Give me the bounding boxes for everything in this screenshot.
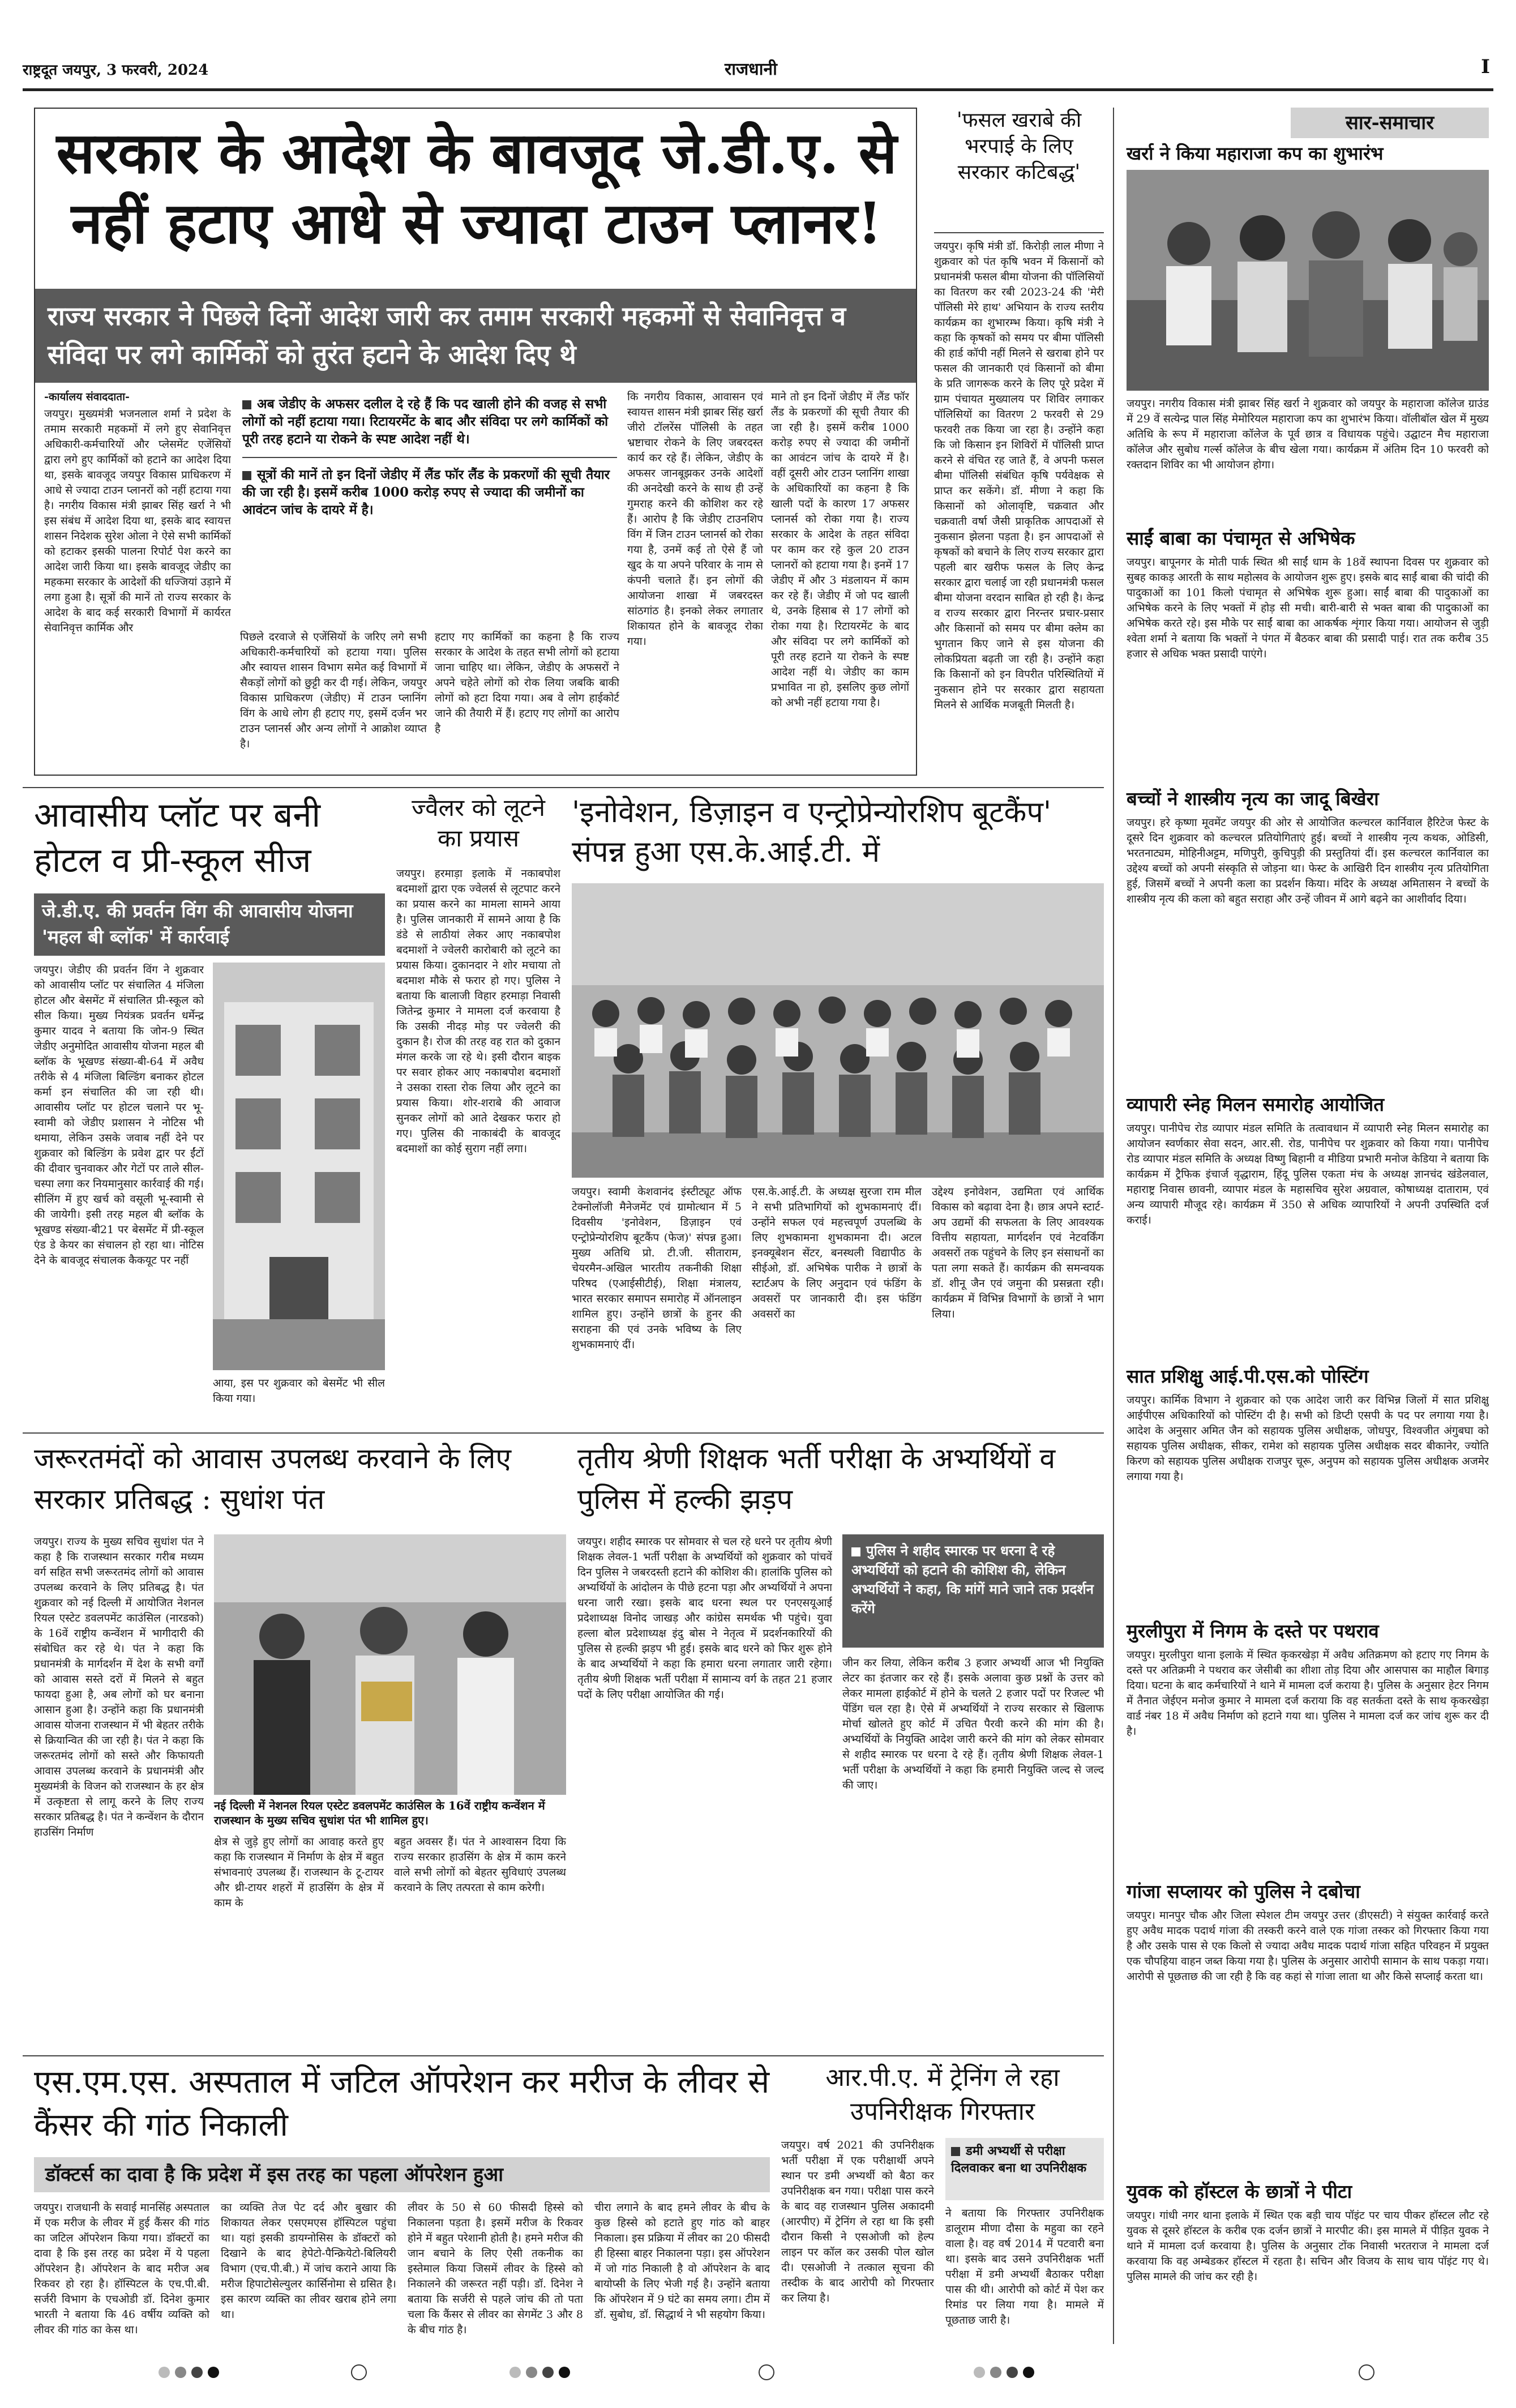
teachers-highlight-text: पुलिस ने शहीद स्मारक पर धरना दे रहे अभ्यर्थियों को हटाने की कोशिश की, लेकिन अभ्यर्थियों ने कहा, कि मांगें माने जाने तक प्रदर्शन करेंगे bbox=[851, 1542, 1094, 1616]
group-photo-icon bbox=[572, 883, 1104, 1178]
teachers-headline: तृतीय श्रेणी शिक्षक भर्ती परीक्षा के अभ्यर्थियों व पुलिस में हल्की झड़प bbox=[577, 1442, 1056, 1516]
building-photo-icon bbox=[213, 963, 385, 1370]
lead-column-3: हटाए गए कार्मिकों का कहना है कि राज्य सरकार के आदेश के तहत सभी लोगों को हटाया जाना चाहिए था। लेकिन, जेडीए के अफसरों ने अपने चहेते लोगों को रोक लिया जबकि बाकी लोगों को हटा दिया गया। अब वे लोग हाईकोर्ट जाने की तैयारी में हैं। हटाए गए लोगों का आरोप है bbox=[435, 631, 619, 735]
housing-column-3: बहुत अवसर हैं। पंत ने आश्वासन दिया कि राज्य सरकार हाउसिंग के क्षेत्र में काम करने वाले सभी लोगों को बेहतर सुविधाएं उपलब्ध करवाने के लिए तत्परता से काम करेगी। bbox=[394, 1836, 566, 1894]
hostel-body: जयपुर। गांधी नगर थाना इलाके में स्थित एक बड़ी चाय पॉइंट पर चाय पीकर हॉस्टल लौट रहे युवक से दूसरे हॉस्टल के करीब एक दर्जन छात्रों ने मारपीट की। इस मामले में पीड़ित युवक ने थाने में मामला दर्ज करवाया है। पुलिस के अनुसार टोंक निवासी भरतराज ने मामला दर्ज करवाया कि वह अम्बेडकर हॉस्टल में रहता है। सचिन और विजय के साथ चाय पॉइंट गए थे। पुलिस मामले की जांच कर रही है। bbox=[1127, 2209, 1489, 2283]
kabaddi-photo bbox=[1127, 170, 1489, 391]
registration-dot-icon bbox=[208, 2367, 219, 2378]
rpa-column-2: ने बताया कि गिरफ्तार उपनिरीक्षक डालूराम मीणा दौसा के महुवा का रहने वाला है। वह वर्ष 2014 में पटवारी बना था। इसके बाद उसने उपनिरीक्षक भर्ती परीक्षा में डमी अभ्यर्थी बैठाकर परीक्षा पास की थी। आरोपी को कोर्ट में पेश कर रिमांड पर लिया गया है। मामले में पूछताछ जारी है। bbox=[945, 2207, 1104, 2326]
rpa-headline: आर.पी.ए. में ट्रेनिंग ले रहा उपनिरीक्षक गिरफ्तार bbox=[825, 2063, 1060, 2126]
lead-byline: -कार्यालय संवाददाता- bbox=[44, 391, 130, 403]
registration-marks-center bbox=[509, 2367, 575, 2380]
registration-dot-icon bbox=[542, 2367, 554, 2378]
plots-body: जयपुर। जेडीए की प्रवर्तन विंग ने शुक्रवार को आवासीय प्लॉट पर संचालित 4 मंजिला होटल और बेसमेंट में संचालित प्री-स्कूल को सील किया। मुख्य नियंत्रक प्रवर्तन धर्मेन्द्र कुमार यादव ने बताया कि जोन-9 स्थित जेडीए अनुमोदित आवासीय योजना महल बी ब्लॉक के भूखण्ड संख्या-बी-64 में अवैध तरीके से 4 मंजिला बिल्डिंग बनाकर होटल कर्मा इन संचालित की जा रही थी। आवासीय प्लॉट पर होटल चलाने पर भू-स्वामी को जेडीए प्रशासन ने नोटिस भी थमाया, लेकिन उसके जवाब नहीं देने पर शुक्रवार को बिल्डिंग के प्रवेश द्वार पर ईंटों की दीवार चुनवाकर और गेटों पर ताले सील-चस्पा लगा कर नियमानुसार कार्रवाई की गई। सीलिंग में हुए खर्च को वसूली भू-स्वामी से की जायेगी। इसी तरह महल बी ब्लॉक के भूखण्ड संख्या-बी21 पर बेसमेंट में प्री-स्कूल एंड डे केयर का संचालन हो रहा था। नोटिस देने के बावजूद संचालक कैकयूट पर नहीं bbox=[34, 964, 204, 1267]
column-divider bbox=[1113, 108, 1114, 2344]
award-photo-icon bbox=[214, 1534, 566, 1795]
sms-column-4: चीरा लगाने के बाद हमने लीवर के बीच के कुछ हिस्से को हटाते हुए गांठ को बाहर निकाला। इस प्रक्रिया में लीवर का 20 फीसदी ही हिस्सा बाहर निकालना पड़ा। इस ऑपरेशन में जो गांठ निकाली है वो ऑपरेशन के बाद बायोप्सी के लिए भेजी गई है। उन्होंने बताया कि ऑपरेशन में 9 घंटे का समय लगा। टीम में डॉ. सुबोध, डॉ. सिद्धार्थ ने भी सहयोग किया। bbox=[594, 2201, 770, 2321]
farm-headline: 'फसल खराबे की भरपाई के लिए सरकार कटिबद्ध' bbox=[956, 109, 1082, 184]
plots-story bbox=[34, 793, 385, 1427]
lead-story bbox=[34, 108, 917, 776]
registration-dot-icon bbox=[526, 2367, 537, 2378]
lead-column-4: कि नगरीय विकास, आवासन एवं स्वायत्त शासन मंत्री झाबर सिंह खर्रा जीरो टॉलरेंस पॉलिसी के तहत भ्रष्टाचार रोकने के लिए जबरदस्त कार्य कर रहे हैं। लेकिन, जेडीए के अफसर जानबूझकर उनके आदेशों की अनदेखी करने के साथ ही उन्हें गुमराह करने की कोशिश कर रहे हैं। आरोप है कि जेडीए टाउनशिप विंग में जिन टाउन प्लानर्स को रोका गया है, उनमें कई तो ऐसे हैं जो खुद के या अपने परिवार के नाम से कंपनी चलाते हैं। इन लोगों की आयोजना शाखा में जबरदस्त सांठगांठ है। इनको लेकर लगातार शिकायत होने के बावजूद रोका गया। bbox=[627, 391, 763, 648]
lead-column-1: जयपुर। मुख्यमंत्री भजनलाल शर्मा ने प्रदेश के तमाम सरकारी महकमों में लगे हुए सेवानिवृत्त अधिकारी-कर्मचारियों और प्लेसमेंट एजेंसियों द्वारा लगे हुए कार्मिकों को हटाने का आदेश दिया था, इसके बावजूद जयपुर विकास प्राधिकरण में आधे से ज्यादा टाउन प्लानरों को नहीं हटाया गया है। नगरीय विकास मंत्री झाबर सिंह खर्रा ने भी इस संबंध में आदेश दिया था, इसके बाद स्वायत्त शासन निदेशक सुरेश ओला ने ऐसे सभी कार्मिकों को हटाकर इसकी पालना रिपोर्ट पेश करने का आदेश जारी किया था। इसके बावजूद जेडीए का महकमा सरकार के आदेशों की धज्जियां उड़ाने में लगा हुआ है। सूत्रों की मानें तो राज्य सरकार के आदेश के बाद कई सरकारी विभागों में कार्यरत सेवानिवृत्त कार्मिक और bbox=[44, 408, 231, 634]
sms-headline: एस.एम.एस. अस्पताल में जटिल ऑपरेशन कर मरीज के लीवर से कैंसर की गांठ निकाली bbox=[34, 2064, 770, 2144]
murlipura-headline: मुरलीपुरा में निगम के दस्ते पर पथराव bbox=[1127, 1620, 1379, 1642]
bullet-square-icon bbox=[951, 2147, 960, 2156]
ips-body: जयपुर। कार्मिक विभाग ने शुक्रवार को एक आदेश जारी कर विभिन्न जिलों में सात प्रशिक्षु आईपीएस अधिकारियों को पोस्टिंग दी है। सभी को डिप्टी एसपी के पद पर लगाया गया है। आदेश के अनुसार अमित जैन को सहायक पुलिस अधीक्षक, जोधपुर, विश्वजीत अंगुबघा को सहायक पुलिस अधीक्षक, सीकर, रामेश को सहायक पुलिस अधीक्षक सदर बीकानेर, ज्योति किरण को सहायक पुलिस अधीक्षक राजपुर चूरू, अनुपम को सहायक पुलिस अधीक्षक अजमेर लगाया गया है। bbox=[1127, 1394, 1489, 1483]
saibaba-headline: साईं बाबा का पंचामृत से अभिषेक bbox=[1127, 527, 1355, 549]
plots-subhead: जे.डी.ए. की प्रवर्तन विंग की आवासीय योजना 'महल बी ब्लॉक' में कार्रवाई bbox=[34, 893, 385, 956]
farm-body: जयपुर। कृषि मंत्री डॉ. किरोड़ी लाल मीणा ने शुक्रवार को पंत कृषि भवन में किसानों को प्रधानमंत्री फसल बीमा योजना की पॉलिसियों का वितरण कर रबी 2023-24 की 'मेरी पॉलिसी मेरे हाथ' अभियान के राज्य स्तरीय कार्यक्रम का शुभारम्भ किया। कृषि मंत्री ने कहा कि कृषकों को समय पर बीमा पॉलिसी की हार्ड कॉपी नहीं मिलने से खराबा होने पर फसल की जानकारी एवं किसानों को बीमा के प्रति जागरूक करने के लिए पूरे प्रदेश में ग्राम पंचायत मुख्यालय पर शिविर लगाकर पॉलिसियों का वितरण 2 फरवरी से 29 फरवरी तक किया जा रहा है। उन्होंने कहा कि जो किसान इन शिविरों में पॉलिसी प्राप्त करने से वंचित रह जाते हैं, वे अपनी फसल बीमा पॉलिसी संबंधित कृषि पर्यवेक्षक से प्राप्त कर सकेंगे। डॉ. मीणा ने कहा कि किसानों को ओलावृष्टि, चक्रवात और चक्रवाती वर्षा जैसी प्राकृतिक आपदाओं से नुकसान झेलना पड़ता है। इन आपदाओं से कृषकों को बचाने के लिए राज्य सरकार द्वारा पहली बार खरीफ फसल के लिए केन्द्र सरकार द्वारा चलाई जा रही प्रधानमंत्री फसल बीमा योजना वरदान साबित हो रही है। केन्द्र व राज्य सरकार द्वारा निरन्तर प्रचार-प्रसार और किसानों को समय पर बीमा क्लेम का भुगतान किए जाने से इस योजना की लोकप्रियता बढ़ती जा रही है। उन्होंने कहा कि किसानों को इन विपरीत परिस्थितियों में नुकसान होने पर सरकार द्वारा सहायता मिलने से आर्थिक मजबूती मिलती है। bbox=[934, 240, 1104, 711]
masthead-rule bbox=[23, 88, 1493, 91]
section-divider bbox=[23, 2055, 1104, 2056]
masthead-section: राजधानी bbox=[725, 59, 777, 79]
murlipura-body: जयपुर। मुरलीपुरा थाना इलाके में स्थित कृकरखेड़ा में अवैध अतिक्रमण को हटाए गए निगम के दस्ते पर अतिक्रमी ने पथराव कर जेसीबी का शीशा तोड़ दिया और आसपास का माहौल बिगाड़ दिया। घटना के बाद कर्मचारियों ने थाने में मामला दर्ज कराया है। पुलिस के अनुसार हेटर निगम में तैनात जेईएन मनोज कुमार ने मामला दर्ज कराया कि वह सतर्कता दस्ते के साथ कृकरखेड़ा वार्ड नंबर 18 में अवैध निर्माण को हटाने गया था। पुलिस ने मामला दर्ज कर जांच शुरू कर दी है। bbox=[1127, 1649, 1489, 1738]
plots-building-photo bbox=[213, 963, 385, 1370]
saibaba-body: जयपुर। बापूनगर के मोती पार्क स्थित श्री साईं धाम के 18वें स्थापना दिवस पर शुक्रवार को सुबह काकड़ आरती के साथ महोत्सव के आयोजन शुरू हुए। इसके बाद साईं बाबा की चांदी की पादुकाओं का 101 किलो पंचामृत से अभिषेक शुरू हुआ। साईं बाबा की पादुकाओं का अभिषेक करने के लिए भक्तों में होड़ सी मची। बारी-बारी से भक्त बाबा की पादुकाओं का अभिषेक करते रहे। इस मौके पर साईं बाबा का आकर्षक शृंगार किया गया। आयोजन से जुड़ी श्वेता शर्मा ने बताया कि भक्तों ने पंगत में बैठकर बाबा की प्रसादी पाई। रात तक करीब 35 हजार से अधिक भक्त प्रसादी पाएंगे। bbox=[1127, 556, 1489, 660]
registration-marks-right bbox=[974, 2367, 1039, 2380]
registration-dot-icon bbox=[559, 2367, 570, 2378]
registration-dot-icon bbox=[191, 2367, 203, 2378]
teachers-column-1: जयपुर। शहीद स्मारक पर सोमवार से चल रहे धरने पर तृतीय श्रेणी शिक्षक लेवल-1 भर्ती परीक्षा के अभ्यर्थियों को शुक्रवार को पांचवें दिन पुलिस ने जबरदस्ती हटाने की कोशिश की। हालांकि पुलिस को अभ्यर्थियों के आंदोलन के पीछे हटना पड़ा और अभ्यर्थियों ने अपना धरना जारी रखा। इसके बाद धरना स्थल पर एनएसयूआई प्रदेशाध्यक्ष विनोद जाखड़ और कांग्रेस समर्थक भी पहुंचे। युवा हल्ला बोल प्रदेशाध्यक्ष इंदु बोस ने नेतृत्व में प्रदर्शनकारियों की पुलिस से हल्की झड़प भी हुई। इसके बाद धरने को फिर शुरू होने के बाद अभ्यर्थियों ने कहा कि हमारा धरना लगातार जारी रहेगा। तृतीय श्रेणी शिक्षक भर्ती परीक्षा में सामान्य वर्ग के तहत 21 हजार पदों के लिए परीक्षा आयोजित की गई। bbox=[577, 1536, 832, 1701]
rpa-highlight bbox=[945, 2138, 1104, 2200]
masthead bbox=[23, 55, 1493, 88]
lead-highlight-2-text: सूत्रों की मानें तो इन दिनों जेडीए में लैंड फॉर लैंड के प्रकरणों की सूची तैयार की जा रही है। इसमें करीब 1000 करोड़ रुपए से ज्यादा की जमीनों का आवंटन जांच के दायरे में है। bbox=[242, 467, 610, 517]
people-photo-icon bbox=[1127, 170, 1489, 391]
kabaddi-headline: खर्रा ने किया महाराजा कप का शुभारंभ bbox=[1127, 143, 1384, 164]
lead-headline-line2: नहीं हटाए आधे से ज्यादा टाउन प्लानर! bbox=[71, 190, 883, 256]
lead-highlight-divider bbox=[242, 457, 617, 458]
sms-column-2: का व्यक्ति तेज पेट दर्द और बुखार की शिकायत लेकर एसएमएस हॉस्पिटल पहुंचा था। यहां इसकी डायग्नोसिस के डॉक्टरों को दिखाने के बाद हेपेटो-पैन्क्रियेटो-बिलियरी विभाग (एच.पी.बी.) में जांच कराने आया कि मरीज हिपाटोसेल्युलर कार्सिनोमा से ग्रसित है। इस कारण व्यक्ति का लीवर खराब होने लगा था। bbox=[221, 2201, 396, 2321]
registration-dot-icon bbox=[509, 2367, 521, 2378]
teachers-highlight bbox=[842, 1534, 1104, 1648]
masthead-page-number: I bbox=[1481, 55, 1490, 78]
sidebar-section-label: सार-समाचार bbox=[1291, 108, 1489, 138]
bullet-square-icon bbox=[242, 400, 251, 409]
crosshair-mark-icon bbox=[1359, 2364, 1374, 2380]
section-divider bbox=[23, 1432, 1104, 1434]
kabaddi-body: जयपुर। नगरीय विकास मंत्री झाबर सिंह खर्रा ने शुक्रवार को जयपुर के महाराजा कॉलेज ग्राउंड में 29 वें सत्येन्द्र पाल सिंह मेमोरियल महाराजा कप का शुभारंभ किया। वॉलीबॉल खेल में मुख्य अतिथि के रूप में महाराजा कॉलेज के पूर्व छात्र व विधायक पहुंचे। उद्घाटन मैच महाराजा कॉलेज और सुबोध गर्ल्स कॉलेज के बीच खेला गया। कार्यक्रम में अंतिम दिन 10 फरवरी को रक्तदान शिविर का भी आयोजन होगा। bbox=[1127, 397, 1489, 471]
teachers-story bbox=[577, 1438, 1104, 2050]
registration-dot-icon bbox=[1007, 2367, 1018, 2378]
crosshair-mark-icon bbox=[351, 2364, 367, 2380]
traders-headline: व्यापारी स्नेह मिलन समारोह आयोजित bbox=[1127, 1093, 1385, 1115]
lead-column-5: माने तो इन दिनों जेडीए में लैंड फॉर लैंड के प्रकरणों की सूची तैयार की जा रही है। इसमें करीब 1000 करोड़ रुपए से ज्यादा की जमीनों का आवंटन जांच के दायरे में है। वहीं दूसरी ओर टाउन प्लानिंग शाखा के अधिकारियों का कहना है कि खाली पदों के कारण 17 अफसर प्लानर्स को रोका गया है। राज्य सरकार के आदेश के तहत संविदा पर काम कर रहे कुल 20 टाउन प्लानरों को हटाया गया है। इनमें 17 जेडीए में और 3 मंडलायन में काम कर रहे हैं। जेडीए में जो पद खाली थे, उनके हिसाब से 17 लोगों को रोका गया है। रिटायरमेंट के बाद और संविदा पर लगे कार्मिकों को पूरी तरह हटाने या रोकने के स्पष्ट आदेश नहीं थे। जेडीए का काम प्रभावित ना हो, इसलिए कुछ लोगों को अभी नहीं हटाया गया है। bbox=[771, 391, 909, 709]
ips-headline: सात प्रशिक्षु आई.पी.एस.को पोस्टिंग bbox=[1127, 1365, 1369, 1387]
teachers-column-2: जीन कर लिया, लेकिन करीब 3 हजार अभ्यर्थी आज भी नियुक्ति लेटर का इंतजार कर रहे हैं। इसके अलावा कुछ प्रश्नों के उत्तर को लेकर मामला हाईकोर्ट में होने के चलते 2 हजार पदों पर रिजल्ट भी पेंडिंग चल रहा है। ऐसे में अभ्यर्थियों ने राज्य सरकार से खिलाफ मोर्चा खोलते हुए कोर्ट में उचित पैरवी करने की मांग की है। अभ्यर्थियों के नियुक्ति आदेश जारी करने की मांग को लेकर सोमवार से शहीद स्मारक पर धरना दे रहे हैं। तृतीय श्रेणी शिक्षक लेवल-1 भर्ती परीक्षा के अभ्यर्थियों ने कहा कि हमारी नियुक्ति जल्द से जल्द की जाए। bbox=[842, 1657, 1104, 1791]
sms-column-3: लीवर के 50 से 60 फीसदी हिस्से को निकालना पड़ता है। इसमें मरीज के रिकवर होने में बहुत परेशानी होती है। हमने मरीज की जान बचाने के लिए ऐसी तकनीक का इस्तेमाल किया जिसमें लीवर के हिस्से को निकालने की जरूरत नहीं पड़ी। डॉ. दिनेश ने बताया कि सर्जरी से पहले जांच की तो पता चला कि कैंसर से लीवर का सेगमेंट 3 और 8 के बीच गांठ है। bbox=[408, 2201, 583, 2336]
dance-headline: बच्चों ने शास्त्रीय नृत्य का जादू बिखेरा bbox=[1127, 788, 1379, 810]
registration-dot-icon bbox=[990, 2367, 1001, 2378]
bullet-square-icon bbox=[851, 1547, 860, 1556]
housing-headline: जरूरतमंदों को आवास उपलब्ध करवाने के लिए सरकार प्रतिबद्ध : सुधांश पंत bbox=[34, 1442, 512, 1516]
lead-headline-line1: सरकार के आदेश के बावजूद जे.डी.ए. से bbox=[56, 119, 897, 186]
registration-dot-icon bbox=[175, 2367, 186, 2378]
jeweller-story bbox=[396, 793, 560, 1427]
jeweller-body: जयपुर। हरमाड़ा इलाके में नकाबपोश बदमाशों द्वारा एक ज्वेलर्स से लूटपाट करने का प्रयास करने का मामला सामने आया है। पुलिस जानकारी में सामने आया है कि डंडे से लाठीयां लेकर आए नकाबपोश बदमाशों ने ज्वेलरी कारोबारी को लूटने का प्रयास किया। दुकानदार ने शोर मचाया तो बदमाश मौके से फरार हो गए। पुलिस ने बताया कि बालाजी विहार हरमाड़ा निवासी जितेन्द्र कुमार ने मामला दर्ज करवाया है कि उसकी नीदड़ मोड़ पर ज्वेलरी की दुकान है। रोज की तरह वह रात को दुकान मंगल करके जा रहे थे। इसी दौरान बाइक पर सवार होकर आए नकाबपोश बदमाशों ने उसका रास्ता रोक लिया और लूटने का प्रयास किया। शोर-शराबे की आवाज सुनकर लोगों को आते देखकर फरार हो गए। पुलिस की नाकाबंदी के बावजूद बदमाशों का कोई सुराग नहीं लगा। bbox=[396, 867, 560, 1155]
farm-rule bbox=[934, 232, 1104, 233]
rpa-column-1: जयपुर। वर्ष 2021 की उपनिरीक्षक भर्ती परीक्षा में एक परीक्षार्थी अपने स्थान पर डमी अभ्यर्थी को बैठा कर उपनिरीक्षक बन गया। परीक्षा पास करने के बाद वह राजस्थान पुलिस अकादमी (आरपीए) में ट्रेनिंग ले रहा था कि इसी दौरान किसी ने एसओजी को हेल्प लाइन पर कॉल कर उसकी पोल खोल दी। एसओजी ने तत्काल सूचना की तस्दीक के बाद आरोपी को गिरफ्तार कर लिया है। bbox=[781, 2139, 934, 2304]
lead-column-2: पिछले दरवाजे से एजेंसियों के जरिए लगे सभी अधिकारी-कर्मचारियों को हटाया गया। पुलिस और स्वायत्त शासन विभाग समेत कई विभागों में सैकड़ों लोगों को छुट्टी कर दी गई। लेकिन, जयपुर विकास प्राधिकरण (जेडीए) में टाउन प्लानिंग विंग के आधे लोग ही हटाए गए, इसमें दर्जन भर टाउन प्लानर्स और अन्य लोगों ने आक्रोश व्याप्त है। bbox=[240, 631, 427, 750]
lead-subhead: राज्य सरकार ने पिछले दिनों आदेश जारी कर तमाम सरकारी महकमों से सेवानिवृत्त व संविदा पर लगे कार्मिकों को तुरंत हटाने के आदेश दिए थे bbox=[35, 289, 916, 383]
registration-marks-left bbox=[159, 2367, 224, 2380]
registration-dot-icon bbox=[159, 2367, 170, 2378]
sms-column-1: जयपुर। राजधानी के सवाई मानसिंह अस्पताल में एक मरीज के लीवर में हुई कैंसर की गांठ का जटिल ऑपरेशन किया गया। डॉक्टरों का दावा है कि इस तरह का प्रदेश में ये पहला ऑपरेशन है। ऑपरेशन के बाद मरीज अब रिकवर हो रहा है। हॉस्पिटल के एच.पी.बी. सर्जरी विभाग के एचओडी डॉ. दिनेश कुमार भारती ने बताया कि 46 वर्षीय व्यक्ति को लीवर की गांठ का केस था। bbox=[34, 2201, 209, 2336]
innovation-headline: 'इनोवेशन, डिज़ाइन व एन्ट्रोप्रेन्योरशिप बूटकैंप' संपन्न हुआ एस.के.आई.टी. में bbox=[572, 795, 1052, 869]
bullet-square-icon bbox=[242, 471, 251, 480]
hostel-headline: युवक को हॉस्टल के छात्रों ने पीटा bbox=[1127, 2180, 1352, 2202]
sms-subhead: डॉक्टर्स का दावा है कि प्रदेश में इस तरह का पहला ऑपरेशन हुआ bbox=[34, 2157, 770, 2192]
lead-highlight-2 bbox=[242, 466, 617, 519]
housing-award-photo bbox=[214, 1534, 566, 1795]
innovation-group-photo bbox=[572, 883, 1104, 1178]
innovation-column-3: उद्देश्य इनोवेशन, उद्यमिता एवं आर्थिक विकास को बढ़ावा देना है। छात्र अपने स्टार्ट-अप उद्यमों की सफलता के लिए आवश्यक वित्तीय सहायता, मार्गदर्शन एवं नेटवर्किंग अवसरों तक पहुंचने के लिए इन संसाधनों का पता लगा सकते हैं। कार्यक्रम की समन्वयक डॉ. शीनू जैन एवं जमुना की प्रसन्नता रही। कार्यक्रम में विभिन्न विभागों के छात्रों ने भाग लिया। bbox=[932, 1186, 1104, 1320]
lead-highlight-1 bbox=[242, 395, 617, 448]
registration-dot-icon bbox=[1023, 2367, 1034, 2378]
traders-body: जयपुर। पानीपेच रोड व्यापार मंडल समिति के तत्वावधान में व्यापारी स्नेह मिलन समारोह का आयोजन स्वर्णकार सेवा सदन, आर.सी. रोड, पानीपेच पर शुक्रवार को किया गया। पानीपेच रोड व्यापार मंडल समिति के अध्यक्ष विष्णु बिहानी व मीडिया प्रभारी मनोज केडिया ने बताया कि कार्यक्रम में ट्रैफिक इंचार्ज वृद्धाराम, हिंदू पुलिस एकता मंच के अध्यक्ष ज्ञानचंद खंडेलवाल, महाराष्ट्र निवास छावनी, व्यापार मंडल के महासचिव सुरेश अग्रवाल, कोषाध्यक्ष दाताराम, एवं अन्य व्यापारी मौजूद रहे। कार्यक्रम में 350 से अधिक व्यापारियों ने अपनी उपस्थिति दर्ज कराई। bbox=[1127, 1122, 1489, 1226]
ganja-headline: गांजा सप्लायर को पुलिस ने दबोचा bbox=[1127, 1880, 1360, 1902]
sidebar-news-brief bbox=[1127, 108, 1489, 2344]
dance-body: जयपुर। हरे कृष्णा मूवमेंट जयपुर की ओर से आयोजित कल्चरल कार्निवाल हैरिटेज फेस्ट के दूसरे दिन शुक्रवार को कल्चरल प्रतियोगिताएं हुई। बच्चों ने शास्त्रीय नृत्य कथक, ओडिसी, भरतनाट्यम, मोहिनीअट्टम, मणिपुरी, कुचिपुड़ी की प्रस्तुतियां दीं। इस कल्चरल कार्निवाल का उद्देश्य बच्चों को अपनी संस्कृति से जोड़ना था। फेस्ट के आखिरी दिन शास्त्रीय नृत्य प्रतियोगिता हुई, जिसमें बच्चों ने अपनी कला का प्रदर्शन किया। मंदिर के अध्यक्ष अमितासन ने बच्चों के शास्त्रीय नृत्य की कला को बहुत सराहा और उन्हें जीवन में आगे बढ़ने का आशीर्वाद दिया। bbox=[1127, 816, 1489, 905]
housing-story bbox=[34, 1438, 566, 2050]
rpa-story bbox=[781, 2061, 1104, 2344]
housing-column-1: जयपुर। राज्य के मुख्य सचिव सुधांश पंत ने कहा है कि राजस्थान सरकार गरीब मध्यम वर्ग सहित सभी जरूरतमंद लोगों को आवास उपलब्ध करवाने के लिए प्रतिबद्ध है। पंत शुक्रवार को नई दिल्ली में आयोजित नेशनल रियल एस्टेट डवलपमेंट काउंसिल (नारडको) के 16वें राष्ट्रीय कन्वेंशन में भागीदारी की संबोधित कर रहे थे। पंत ने कहा कि प्रधानमंत्री के मार्गदर्शन में देश के सभी वर्गों को आवास सस्ते दरों में मिलने से बहुत फायदा हुआ है, अब लोगों को घर बनाना आसान हुआ है। उन्होंने कहा कि प्रधानमंत्री आवास योजना राजस्थान में भी बेहतर तरीके से क्रियान्वित की जा रही है। पंत ने कहा कि जरूरतमंद लोगों को सस्ते और किफायती आवास उपलब्ध करवाने के प्रधानमंत्री और मुख्यमंत्री के विजन को राजस्थान के हर क्षेत्र में उत्कृष्टता से लागू करने के लिए राज्य सरकार प्रतिबद्ध है। पंत ने कन्वेंशन के दौरान हाउसिंग निर्माण bbox=[34, 1536, 204, 1838]
jeweller-headline: ज्वैलर को लूटने का प्रयास bbox=[412, 794, 545, 852]
ganja-body: जयपुर। मानपुर चौक और जिला स्पेशल टीम जयपुर उत्तर (डीएसटी) ने संयुक्त कार्रवाई करते हुए अवैध मादक पदार्थ गांजा की तस्करी करने वाले एक गांजा तस्कर को गिरफ्तार किया गया है और उसके पास से एक किलो से ज्यादा अवैध मादक पदार्थ गांजा सहित परिवहन में प्रयुक्त एक चौपहिया वाहन जब्त किया गया है। पुलिस के अनुसार आरोपी सामान के साथ पकड़ा गया। आरोपी से पूछताछ की जा रही है कि वह कहां से गांजा लाता था और किसे सप्लाई करता था। bbox=[1127, 1909, 1489, 1983]
rpa-highlight-text: डमी अभ्यर्थी से परीक्षा दिलवाकर बना था उपनिरीक्षक bbox=[951, 2144, 1087, 2175]
innovation-story bbox=[572, 793, 1104, 1427]
registration-dot-icon bbox=[974, 2367, 985, 2378]
innovation-column-2: एस.के.आई.टी. के अध्यक्ष सुरजा राम मील ने सभी प्रतिभागियों को शुभकामनाएं दीं। उन्होंने सफल एवं महत्त्वपूर्ण उपलब्धि के लिए शुभकामना शुभकामना दी। अटल इनक्यूबेशन सेंटर, बनस्थली विद्यापीठ के सीईओ, डॉ. अभिषेक पारीक ने छात्रों के स्टार्टअप के लिए अनुदान एवं फंडिंग के अवसरों पर जानकारी दी। इस फंडिंग अवसरों का bbox=[752, 1186, 922, 1320]
plots-photo-caption: आया, इस पर शुक्रवार को बेसमेंट भी सील किया गया। bbox=[213, 1377, 385, 1405]
sms-story bbox=[34, 2061, 770, 2344]
farm-story bbox=[934, 108, 1104, 776]
lead-highlights-box bbox=[240, 392, 619, 533]
crosshair-mark-icon bbox=[759, 2364, 774, 2380]
masthead-edition-date: राष्ट्रदूत जयपुर, 3 फरवरी, 2024 bbox=[23, 62, 209, 79]
plots-headline: आवासीय प्लॉट पर बनी होटल व प्री-स्कूल सीज bbox=[34, 795, 321, 880]
housing-column-2: क्षेत्र से जुड़े हुए लोगों का आवाह करते हुए कहा कि राजस्थान में निर्माण के क्षेत्र में बहुत संभावनाएं उपलब्ध हैं। राजस्थान के टू-टायर और थ्री-टायर शहरों में हाउसिंग के क्षेत्र में काम के bbox=[214, 1836, 384, 1909]
lead-highlight-1-text: अब जेडीए के अफसर दलील दे रहे हैं कि पद खाली होने की वजह से सभी लोगों को नहीं हटाया गया। रिटायरमेंट के बाद और संविदा पर लगे कार्मिकों को पूरी तरह हटाने या रोकने के स्पष्ट आदेश नहीं थे। bbox=[242, 396, 609, 447]
section-divider bbox=[23, 787, 1104, 788]
housing-photo-caption: नई दिल्ली में नेशनल रियल एस्टेट डवलपमेंट काउंसिल के 16वें राष्ट्रीय कन्वेंशन में राजस्थान के मुख्य सचिव सुधांश पंत भी शामिल हुए। bbox=[214, 1799, 545, 1827]
innovation-column-1: जयपुर। स्वामी केशवानंद इंस्टीट्यूट ऑफ टेक्नोलॉजी मैनेजमेंट एवं ग्रामोत्थान में 5 दिवसीय 'इनोवेशन, डिज़ाइन एवं एन्ट्रोप्रेन्योरशिप बूटकैंप (फेज)' संपन्न हुआ। मुख्य अतिथि प्रो. टी.जी. सीताराम, चेयरमैन-अखिल भारतीय तकनीकी शिक्षा परिषद (एआईसीटीई), शिक्षा मंत्रालय, भारत सरकार समापन समारोह में ऑनलाइन शामिल हुए। उन्होंने छात्रों के हुनर की सराहना की एवं उनके भविष्य के लिए शुभकामनाएं दीं। bbox=[572, 1186, 742, 1351]
